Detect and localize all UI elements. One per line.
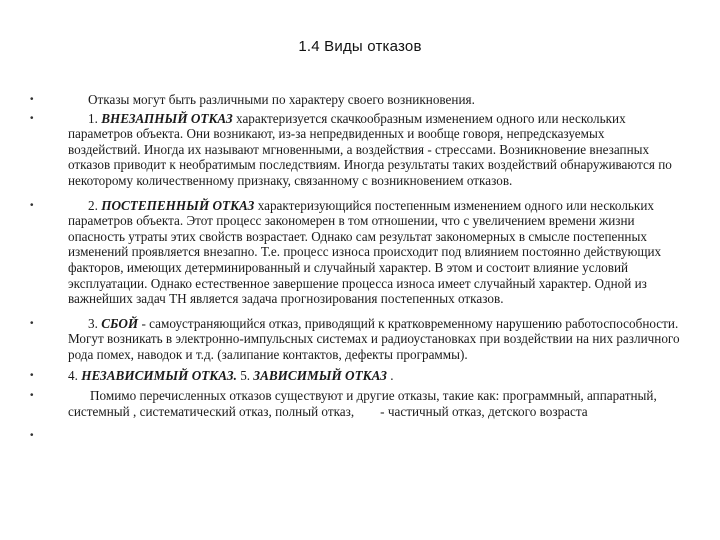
bullet-text: Помимо перечисленных отказов существуют и другие отказы, такие как: программный, аппаратный, системный , систематический отказ, полный отказ, xyxy=(68,388,657,419)
bullet-dot-icon: • xyxy=(30,199,34,211)
term-gradual-failure: ПОСТЕПЕННЫЙ ОТКАЗ xyxy=(101,197,255,213)
bullet-text: характеризуется скачкообразным изменением одного или нескольких параметров объекта. Они возникают, из-за непредвиденных и вообще говоря, непредсказуемых воздействий. Иногда их называют мгновенными, а воздействия - стрессами. Возникновение внезапных отказов приводит к необратимым последствиям. Иногда результаты таких воздействий обнаруживаются по некоторому количественному признаку, связанному с возникновением отказов. xyxy=(68,110,672,188)
bullet-text: характеризующийся постепенным изменением одного или нескольких параметров объекта. Этот процесс закономерен в том отношении, что с увеличением времени жизни опасность утраты этих свойств возрастает. Однако сам результат закономерных в смысле постепенных изменений проявляется внезапно. Т.е. процесс износа происходит под влиянием постоянно действующих факторов, имеющих детерминированный и случайный характер. В этом и состоит влияние условий эксплуатации. Однако естественное завершение процесса износа имеет случайный характер. Одной из важнейших задач ТН является задача прогнозирования постепенных отказов. xyxy=(68,197,662,307)
bullet-item xyxy=(30,388,680,419)
bullet-text: - самоустраняющийся отказ, приводящий к кратковременному нарушению работоспособности. Могут возникать в электронно-импульсных системах и радиоустановках при воздействии на них различного рода помех, наводок и т.д. (залипание контактов, дефекты программы). xyxy=(68,315,680,362)
bullet-item xyxy=(30,111,680,189)
bullet-text: частичный отказ, детского возраста xyxy=(387,403,588,419)
bullet-text: . xyxy=(390,367,394,383)
item-number: 5. xyxy=(240,367,251,383)
term-independent-failure: НЕЗАВИСИМЫЙ ОТКАЗ. xyxy=(81,367,237,383)
bullet-dot-icon: • xyxy=(30,112,34,124)
bullet-item xyxy=(30,92,680,108)
bullet-item xyxy=(30,368,680,384)
term-dependent-failure: ЗАВИСИМЫЙ ОТКАЗ xyxy=(253,367,387,383)
item-number: 4. xyxy=(68,367,78,383)
item-number: 1. xyxy=(88,110,98,126)
item-number: 3. xyxy=(88,315,98,331)
bullet-item xyxy=(30,198,680,307)
page-title: 1.4 Виды отказов xyxy=(298,38,422,55)
bullet-dot-icon: • xyxy=(30,94,34,105)
term-sudden-failure: ВНЕЗАПНЫЙ ОТКАЗ xyxy=(101,110,233,126)
item-number: 2. xyxy=(88,197,98,213)
bullet-item xyxy=(30,316,680,363)
bullet-dot-icon: • xyxy=(30,369,34,381)
bullet-dot-icon: • xyxy=(30,390,34,402)
bullet-dot-icon: • xyxy=(30,317,34,329)
bullet-list xyxy=(30,92,680,442)
bullet-dash: - xyxy=(380,403,385,419)
term-glitch: СБОЙ xyxy=(101,315,139,331)
bullet-text: Отказы могут быть различными по характеру своего возникновения. xyxy=(88,92,475,107)
bullet-dot-icon: • xyxy=(30,430,34,442)
